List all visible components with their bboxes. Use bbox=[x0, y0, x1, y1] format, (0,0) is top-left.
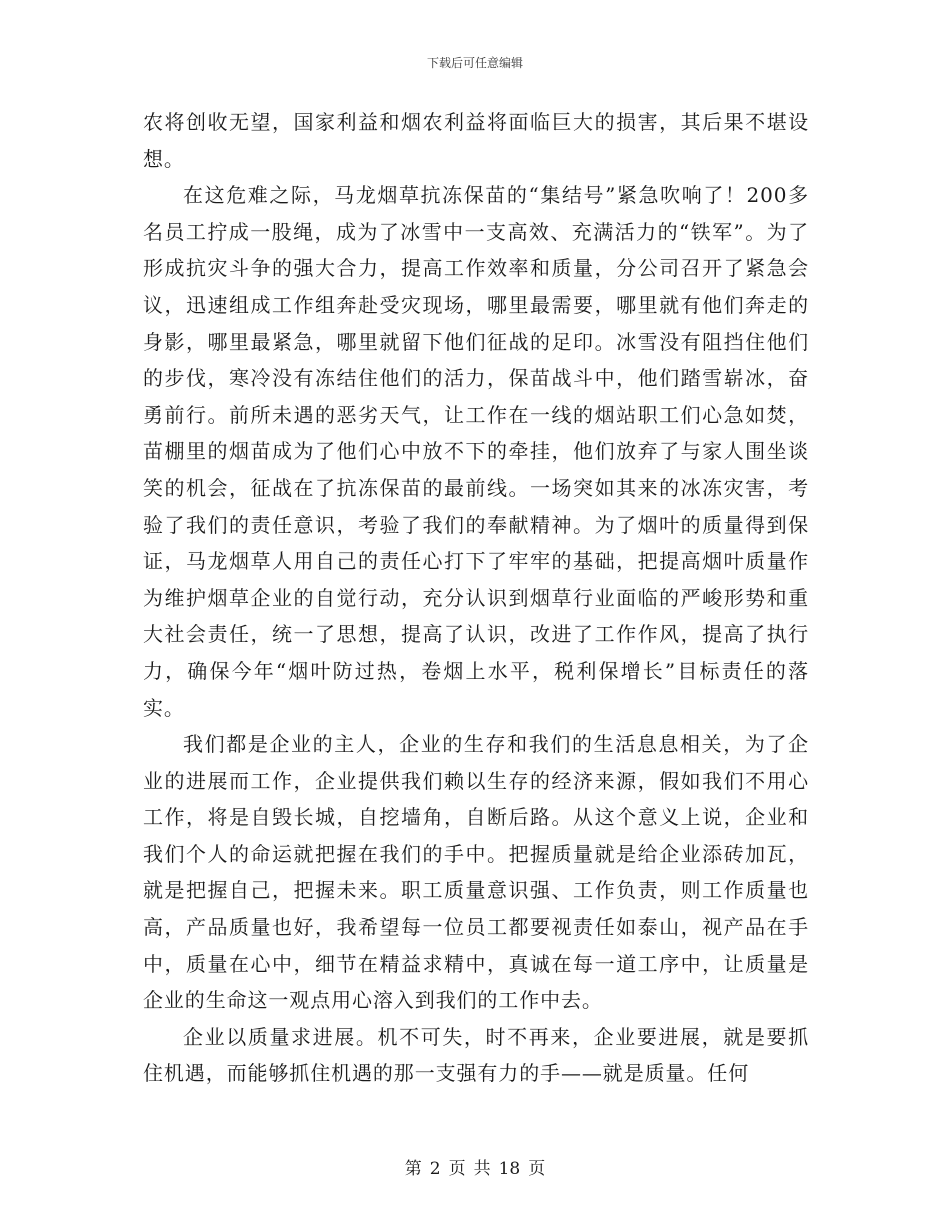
page-header: 下载后可任意编辑 bbox=[426, 56, 523, 70]
page-footer bbox=[0, 1154, 950, 1179]
footer-current-page: 2 bbox=[429, 1159, 441, 1179]
document-body bbox=[143, 104, 809, 1092]
footer-label-total: 共 bbox=[473, 1159, 491, 1179]
footer-label-page: 第 bbox=[404, 1159, 422, 1179]
footer-label-unit: 页 bbox=[448, 1159, 466, 1179]
paragraph-3: 我们都是企业的主人，企业的生存和我们的生活息息相关，为了企业的进展而工作，企业提供我们赖以生存的经济来源，假如我们不用心工作，将是自毁长城，自挖墙角，自断后路。从这个意义上说，企业和我们个人的命运就把握在我们的手中。把握质量就是给企业添砖加瓦，就是把握自己，把握未来。职工质量意识强、工作负责，则工作质量也高，产品质量也好，我希望每一位员工都要视责任如泰山，视产品在手中，质量在心中，细节在精益求精中，真诚在每一道工序中，让质量是企业的生命这一观点用心溶入到我们的工作中去。 bbox=[143, 732, 809, 1013]
paragraph-2: 在这危难之际，马龙烟草抗冻保苗的“集结号”紧急吹响了！200多名员工拧成一股绳，成为了冰雪中一支高效、充满活力的“铁军”。为了形成抗灾斗争的强大合力，提高工作效率和质量，分公司召开了紧急会议，迅速组成工作组奔赴受灾现场，哪里最需要，哪里就有他们奔走的身影，哪里最紧急，哪里就留下他们征战的足印。冰雪没有阻挡住他们的步伐，寒冷没有冻结住他们的活力，保苗战斗中，他们踏雪崭冰，奋勇前行。前所未遇的恶劣天气，让工作在一线的烟站职工们心急如焚，苗棚里的烟苗成为了他们心中放不下的牵挂，他们放弃了与家人围坐谈笑的机会，征战在了抗冻保苗的最前线。一场突如其来的冰冻灾害，考验了我们的责任意识，考验了我们的奉献精神。为了烟叶的质量得到保证，马龙烟草人用自己的责任心打下了牢牢的基础，把提高烟叶质量作为维护烟草企业的自觉行动，充分认识到烟草行业面临的严峻形势和重大社会责任，统一了思想，提高了认识，改进了工作作风，提高了执行力，确保今年“烟叶防过热，卷烟上水平，税利保增长”目标责任的落实。 bbox=[143, 183, 809, 720]
footer-total-pages: 18 bbox=[498, 1159, 521, 1179]
footer-label-unit2: 页 bbox=[528, 1159, 546, 1179]
paragraph-4: 企业以质量求进展。机不可失，时不再来，企业要进展，就是要抓住机遇，而能够抓住机遇的那一支强有力的手——就是质量。任何 bbox=[143, 1024, 809, 1086]
paragraph-1: 农将创收无望，国家利益和烟农利益将面临巨大的损害，其后果不堪设想。 bbox=[143, 110, 809, 171]
